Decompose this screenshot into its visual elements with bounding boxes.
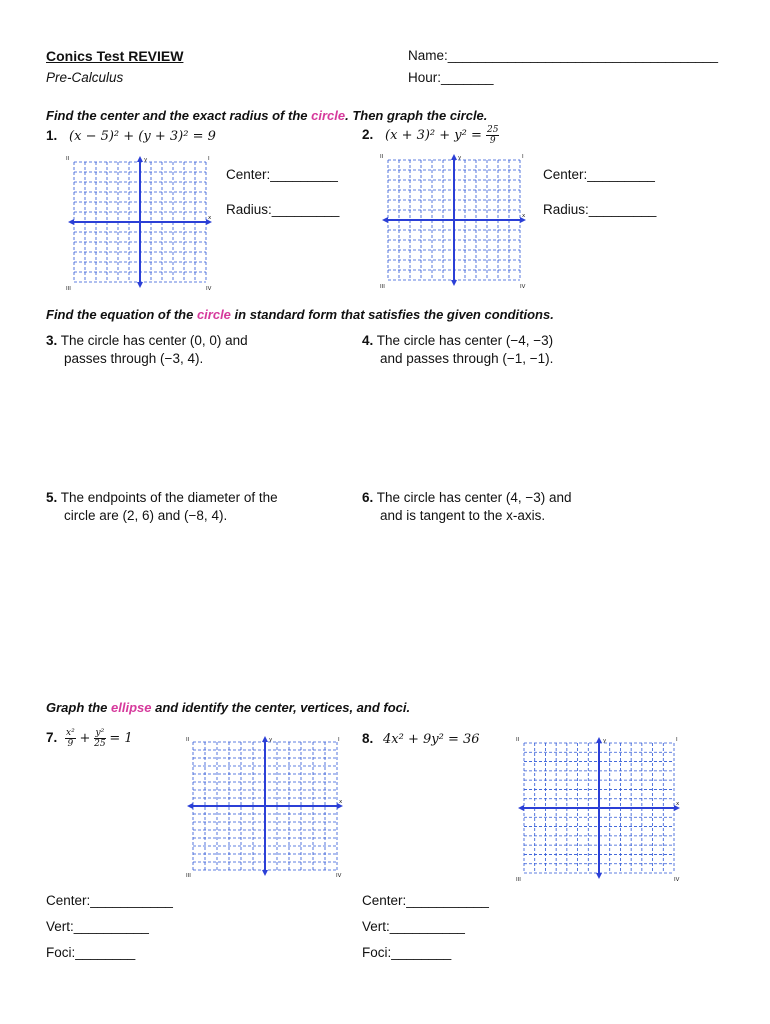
section2-instruction: [46, 307, 554, 322]
problem-6: [362, 489, 572, 525]
fraction-denominator: 9: [489, 136, 496, 146]
problem-number: 8.: [362, 731, 374, 746]
worksheet-title: Conics Test REVIEW: [46, 48, 184, 64]
problem-text: The circle has center (0, 0) and: [60, 333, 248, 348]
problem-number: 2.: [362, 127, 374, 143]
instruction-highlight: circle: [196, 307, 231, 322]
foci-answer-8[interactable]: Foci:________: [362, 945, 452, 960]
y-axis-label: y: [458, 155, 462, 161]
problem-equation: 4x² + 9y² = 36: [383, 732, 480, 747]
problem-number: 5.: [46, 490, 58, 505]
quadrant-label: I: [676, 737, 678, 743]
quadrant-label: I: [208, 156, 210, 162]
x-axis-arrow-left: [518, 805, 524, 811]
problem-number: 1.: [46, 128, 58, 143]
problem-2: [362, 125, 499, 146]
x-axis-label: x: [522, 213, 526, 219]
radius-answer-2[interactable]: Radius:_________: [543, 202, 657, 217]
instruction-text: in standard form that satisfies the given conditions.: [230, 307, 554, 322]
plus-sign: +: [79, 731, 91, 747]
y-axis-arrow-down: [596, 873, 602, 879]
instruction-highlight: ellipse: [111, 700, 152, 715]
quadrant-label: III: [516, 877, 521, 883]
problem-3: [46, 332, 248, 368]
x-axis-label: x: [339, 799, 343, 805]
problem-8: [362, 731, 480, 747]
equation-rhs: = 1: [109, 731, 133, 747]
problem-text: and is tangent to the x-axis.: [380, 508, 546, 523]
problem-text: The circle has center (4, −3) and: [376, 490, 572, 505]
instruction-text: . Then graph the circle.: [345, 108, 488, 123]
quadrant-label: III: [66, 286, 71, 292]
fraction-denominator: 25: [94, 739, 106, 749]
section1-instruction: [46, 108, 487, 123]
problem-text: The endpoints of the diameter of the: [60, 490, 278, 505]
radius-answer-1[interactable]: Radius:_________: [226, 202, 340, 217]
problem-text: circle are (2, 6) and (−8, 4).: [64, 508, 228, 523]
problem-5: [46, 489, 278, 525]
y-axis-label: y: [603, 738, 607, 744]
y-axis-arrow-up: [596, 737, 602, 743]
x-axis-label: x: [208, 215, 212, 221]
x-axis-arrow-left: [187, 803, 193, 809]
quadrant-label: IV: [336, 873, 342, 879]
center-answer-2[interactable]: Center:_________: [543, 167, 655, 182]
quadrant-label: II: [380, 154, 384, 160]
fraction-numerator: x²: [66, 728, 75, 738]
problem-number: 4.: [362, 333, 374, 348]
problem-number: 6.: [362, 490, 374, 505]
quadrant-label: II: [186, 737, 190, 743]
center-answer-7[interactable]: Center:___________: [46, 893, 173, 908]
instruction-text: and identify the center, vertices, and foci.: [151, 700, 411, 715]
section3-instruction: [46, 700, 410, 715]
y-axis-arrow-up: [137, 156, 143, 162]
coordinate-grid[interactable]: [184, 733, 346, 879]
quadrant-label: I: [522, 154, 524, 160]
problem-1: [46, 128, 216, 144]
problem-number: 3.: [46, 333, 58, 348]
fraction-numerator: y²: [95, 728, 105, 738]
fraction-numerator: 25: [487, 125, 499, 135]
x-axis-label: x: [676, 801, 680, 807]
instruction-text: Graph the: [46, 700, 112, 715]
instruction-highlight: circle: [311, 108, 346, 123]
name-field[interactable]: Name:____________________________________: [408, 48, 719, 63]
quadrant-label: IV: [206, 286, 212, 292]
problem-text: passes through (−3, 4).: [64, 351, 204, 366]
quadrant-label: II: [516, 737, 520, 743]
problem-equation: (x + 3)² + y² =: [385, 128, 487, 144]
coordinate-grid[interactable]: [514, 733, 684, 883]
vertices-answer-8[interactable]: Vert:__________: [362, 919, 465, 934]
x-axis-arrow-left: [382, 217, 388, 223]
fraction-denominator: 9: [67, 739, 74, 749]
coordinate-grid[interactable]: [378, 150, 530, 290]
y-axis-label: y: [269, 737, 273, 743]
y-axis-label: y: [144, 157, 148, 163]
foci-answer-7[interactable]: Foci:________: [46, 945, 136, 960]
quadrant-label: IV: [520, 284, 526, 290]
quadrant-label: I: [338, 737, 340, 743]
problem-4: [362, 332, 553, 368]
instruction-text: Find the equation of the: [46, 307, 197, 322]
problem-7: [46, 728, 133, 749]
quadrant-label: III: [380, 284, 385, 290]
hour-field[interactable]: Hour:_______: [408, 70, 494, 85]
instruction-text: Find the center and the exact radius of the: [46, 108, 312, 123]
y-axis-arrow-down: [262, 870, 268, 876]
quadrant-label: II: [66, 156, 70, 162]
quadrant-label: III: [186, 873, 191, 879]
course-subtitle: Pre-Calculus: [46, 70, 124, 85]
coordinate-grid[interactable]: [64, 152, 216, 292]
vertices-answer-7[interactable]: Vert:__________: [46, 919, 149, 934]
problem-number: 7.: [46, 730, 58, 746]
x-axis-arrow-left: [68, 219, 74, 225]
y-axis-arrow-down: [137, 282, 143, 288]
problem-text: and passes through (−1, −1).: [380, 351, 554, 366]
center-answer-8[interactable]: Center:___________: [362, 893, 489, 908]
problem-equation: (x − 5)² + (y + 3)² = 9: [69, 129, 216, 144]
problem-text: The circle has center (−4, −3): [376, 333, 554, 348]
y-axis-arrow-up: [451, 154, 457, 160]
quadrant-label: IV: [674, 877, 680, 883]
y-axis-arrow-down: [451, 280, 457, 286]
center-answer-1[interactable]: Center:_________: [226, 167, 338, 182]
y-axis-arrow-up: [262, 736, 268, 742]
